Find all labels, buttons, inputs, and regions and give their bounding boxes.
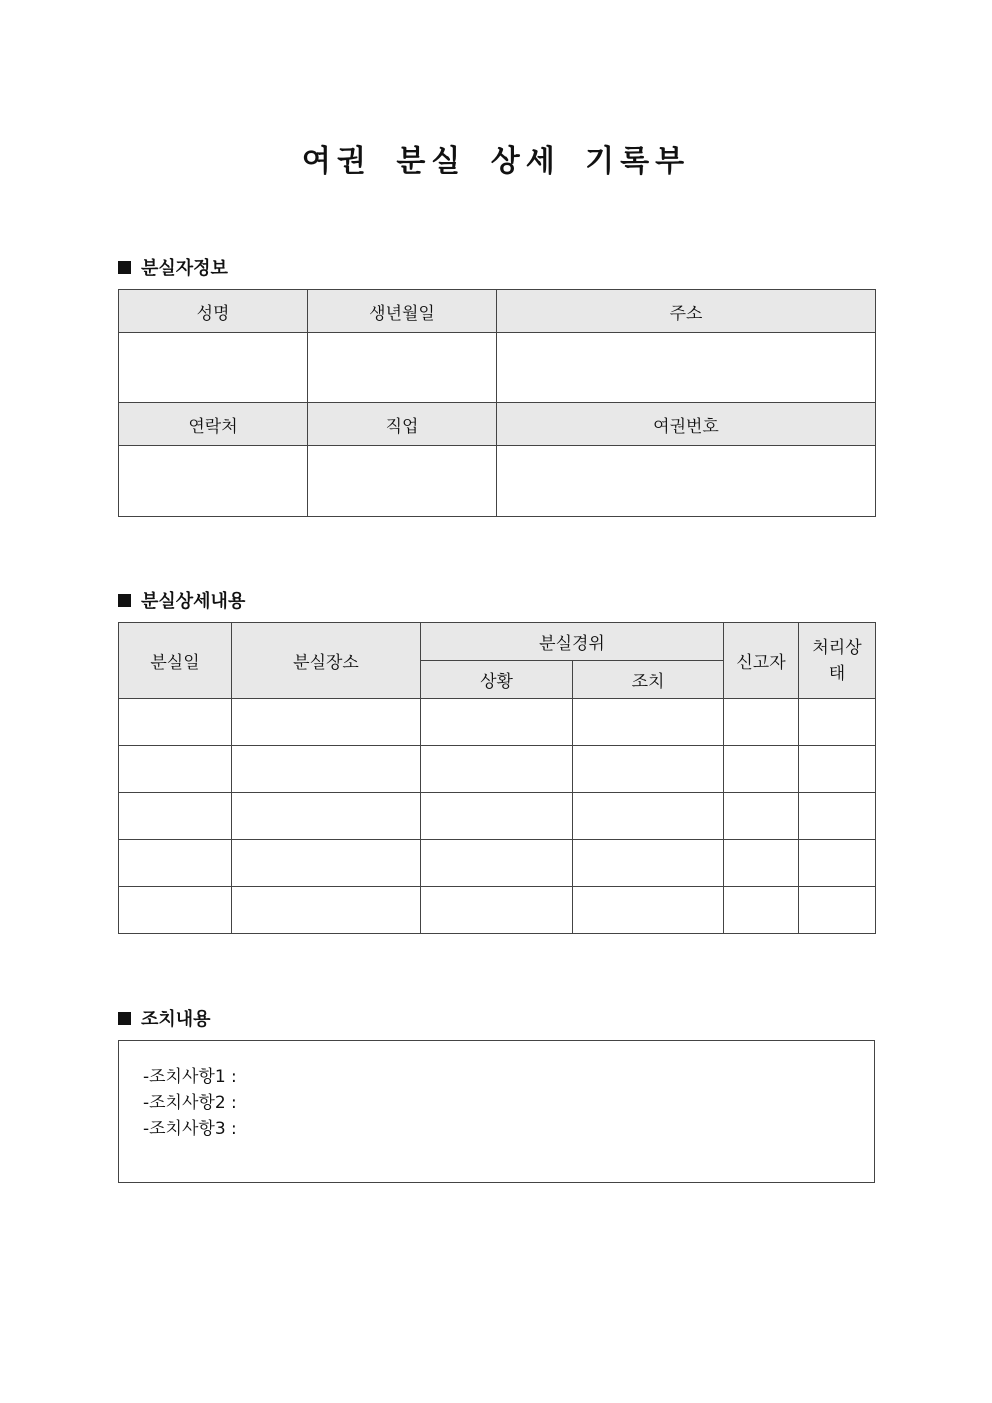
cell-status[interactable] [799,840,876,887]
cell-loss-place[interactable] [232,699,421,746]
action-item-3: -조치사항3 : [143,1119,237,1139]
document-title: 여권 분실 상세 기록부 [301,144,691,179]
header-name: 성명 [119,290,308,333]
table-row [119,887,876,934]
cell-loss-date[interactable] [119,699,232,746]
cell-status[interactable] [799,793,876,840]
square-bullet-icon [118,261,131,274]
section-heading-detail-label: 분실상세내용 [141,591,246,612]
section-heading-detail [118,587,245,613]
cell-loss-place[interactable] [232,793,421,840]
header-birthdate: 생년월일 [308,290,497,333]
header-passport-number: 여권번호 [497,403,876,446]
info-table [118,289,876,517]
occupation-field[interactable] [308,446,497,517]
table-row [119,746,876,793]
section-heading-info [118,254,228,280]
cell-status[interactable] [799,887,876,934]
header-loss-place: 분실장소 [232,623,421,699]
cell-reporter[interactable] [724,746,799,793]
section-heading-actions [118,1005,211,1031]
header-address: 주소 [497,290,876,333]
cell-loss-place[interactable] [232,887,421,934]
cell-loss-date[interactable] [119,887,232,934]
cell-situation[interactable] [421,887,573,934]
header-reporter: 신고자 [724,623,799,699]
cell-action[interactable] [573,840,724,887]
action-notes-box[interactable] [118,1040,875,1183]
table-row [119,793,876,840]
cell-situation[interactable] [421,699,573,746]
cell-action[interactable] [573,746,724,793]
cell-reporter[interactable] [724,793,799,840]
cell-loss-date[interactable] [119,746,232,793]
cell-reporter[interactable] [724,699,799,746]
square-bullet-icon [118,594,131,607]
section-heading-actions-label: 조치내용 [141,1009,211,1030]
cell-loss-place[interactable] [232,746,421,793]
cell-reporter[interactable] [724,887,799,934]
cell-action[interactable] [573,699,724,746]
cell-situation[interactable] [421,840,573,887]
table-row [119,840,876,887]
cell-loss-date[interactable] [119,840,232,887]
passport-number-field[interactable] [497,446,876,517]
cell-action[interactable] [573,887,724,934]
address-field[interactable] [497,333,876,403]
cell-situation[interactable] [421,793,573,840]
cell-action[interactable] [573,793,724,840]
cell-status[interactable] [799,699,876,746]
table-row [119,699,876,746]
cell-status[interactable] [799,746,876,793]
header-processing-status: 처리상태 [799,623,876,699]
header-action: 조치 [573,661,724,699]
header-loss-circumstance: 분실경위 [421,623,724,661]
cell-loss-place[interactable] [232,840,421,887]
header-loss-date: 분실일 [119,623,232,699]
header-contact: 연락처 [119,403,308,446]
action-item-1: -조치사항1 : [143,1067,237,1087]
header-situation: 상황 [421,661,573,699]
detail-table [118,622,876,934]
cell-reporter[interactable] [724,840,799,887]
name-field[interactable] [119,333,308,403]
section-heading-info-label: 분실자정보 [141,258,228,279]
contact-field[interactable] [119,446,308,517]
header-occupation: 직업 [308,403,497,446]
action-item-2: -조치사항2 : [143,1093,237,1113]
birthdate-field[interactable] [308,333,497,403]
cell-loss-date[interactable] [119,793,232,840]
cell-situation[interactable] [421,746,573,793]
square-bullet-icon [118,1012,131,1025]
